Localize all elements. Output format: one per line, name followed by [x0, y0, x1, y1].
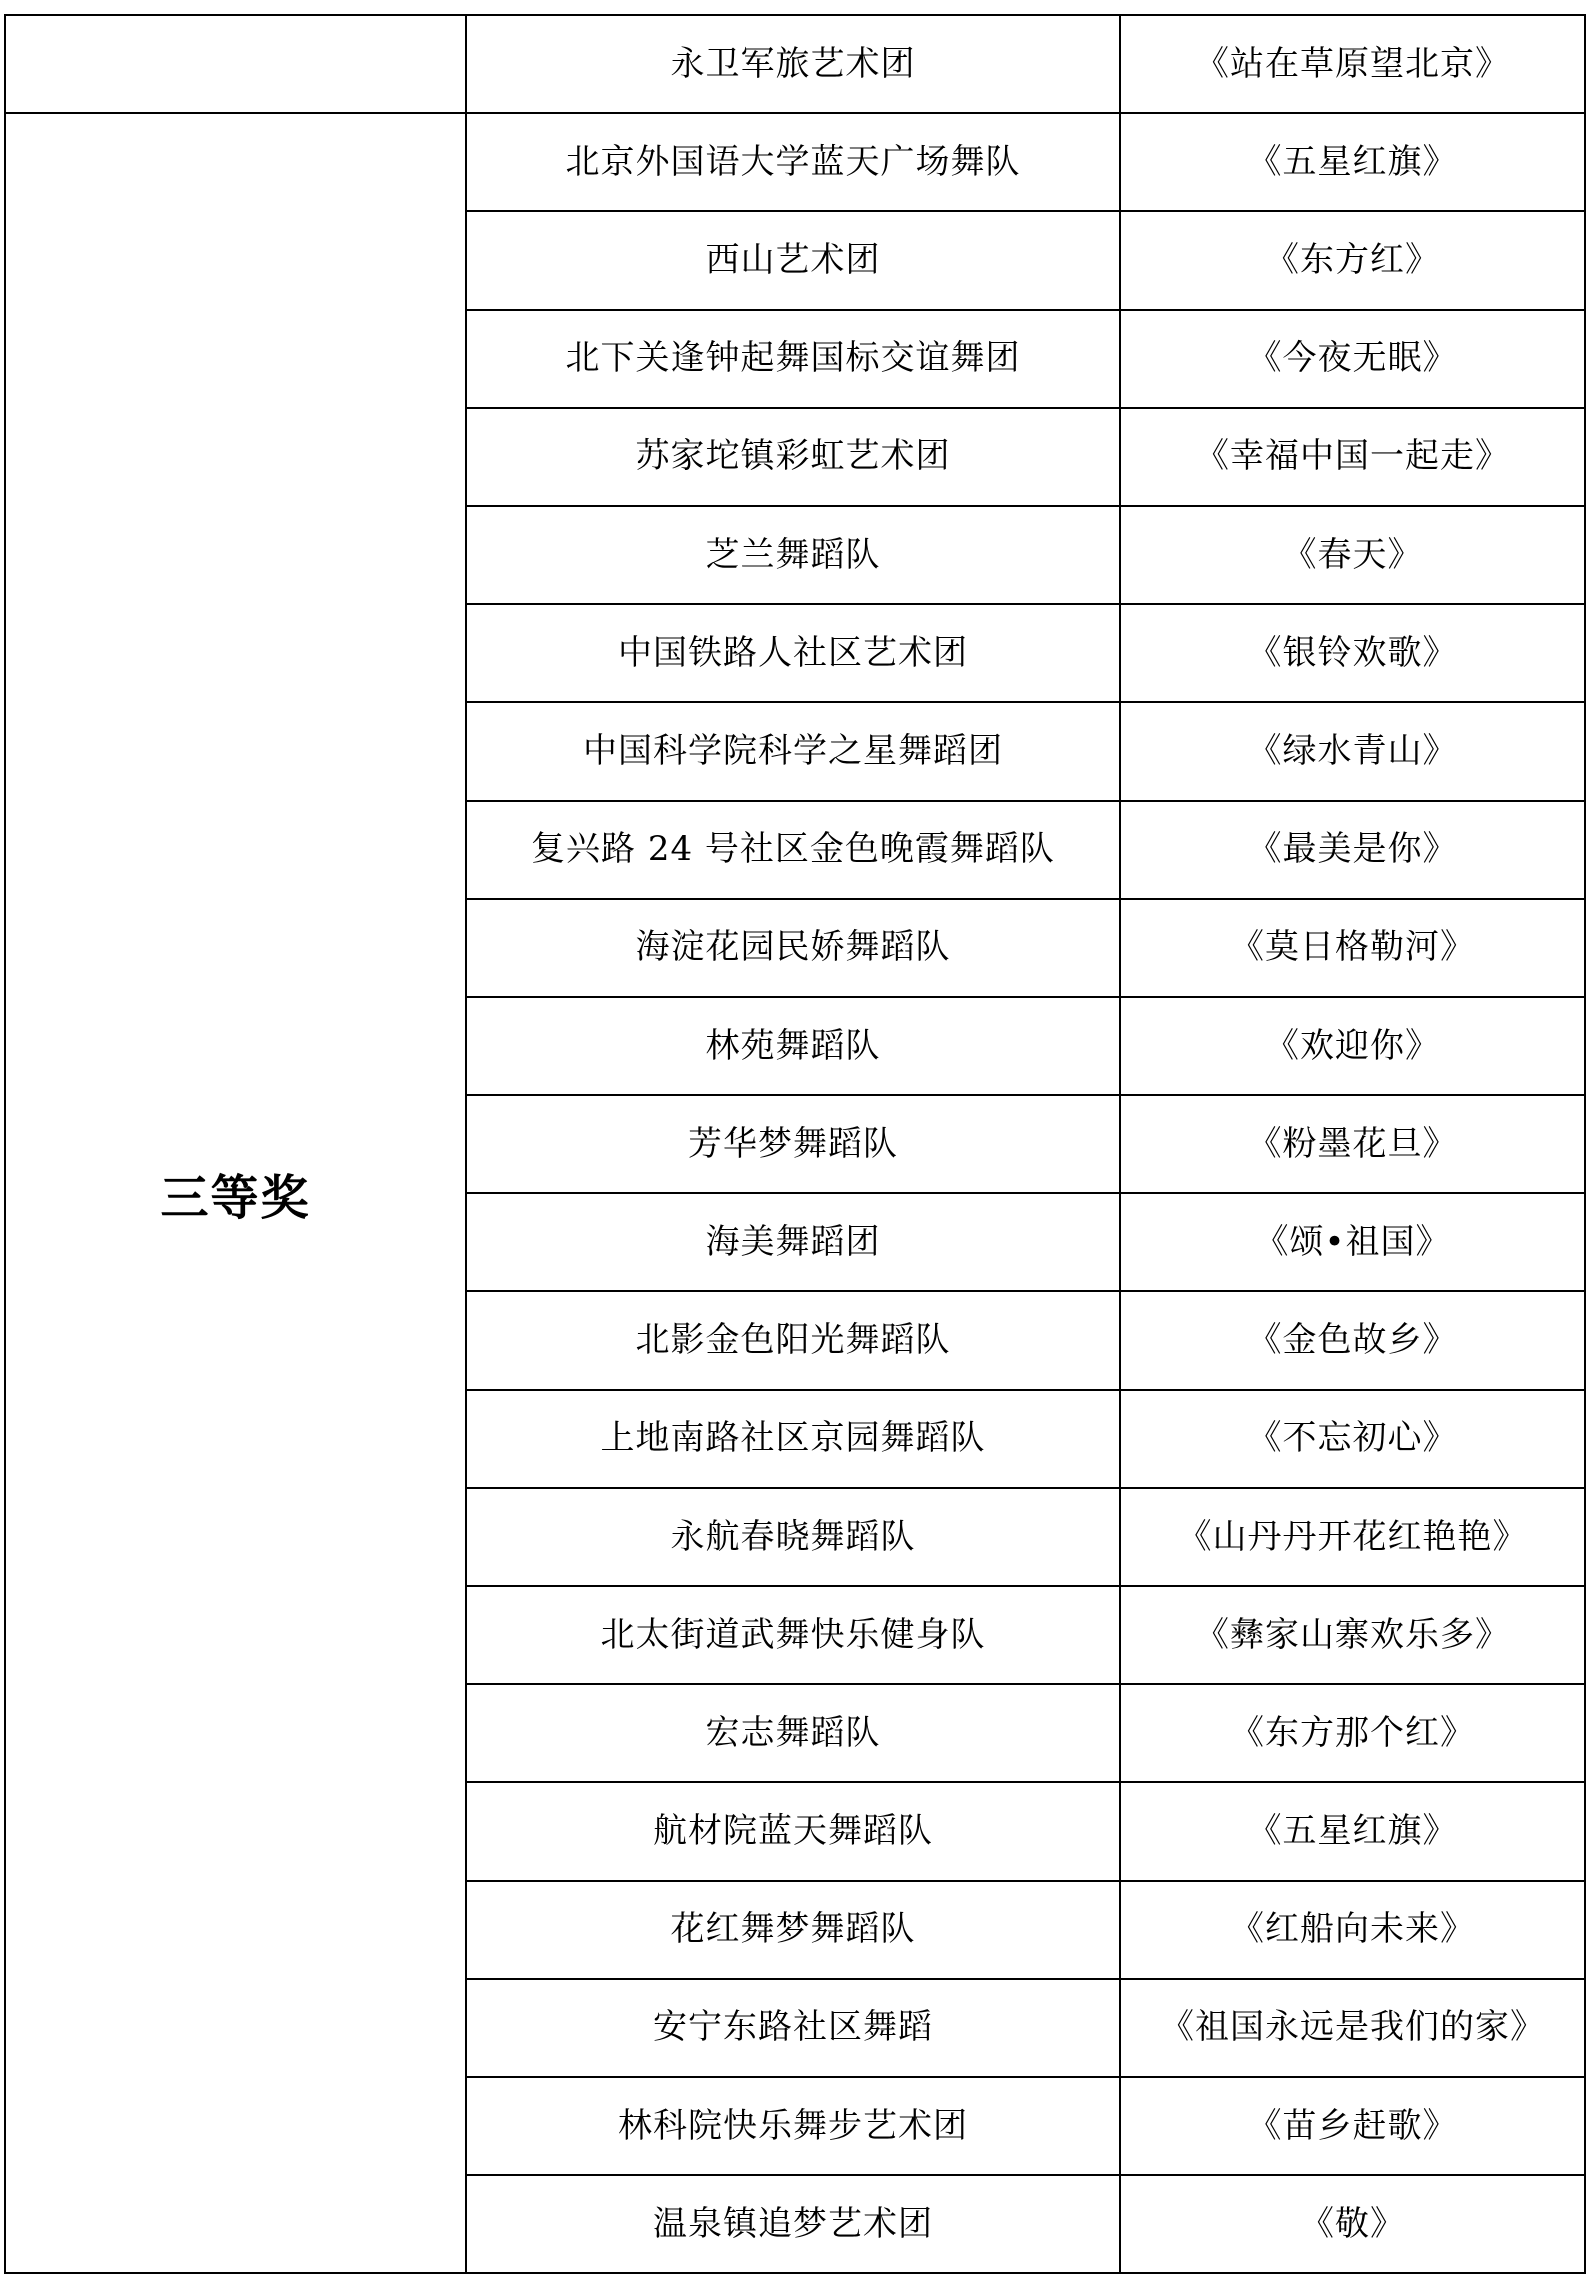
- group-name: 永卫军旅艺术团: [670, 43, 916, 84]
- work-cell: [1120, 1881, 1585, 1979]
- work-cell: [1120, 408, 1585, 506]
- group-cell: [466, 1193, 1120, 1291]
- group-cell: [466, 2077, 1120, 2175]
- work-cell: [1120, 899, 1585, 997]
- category-cell-previous: [5, 15, 466, 113]
- work-cell: [1120, 2077, 1585, 2175]
- group-cell: [466, 113, 1120, 211]
- group-name: 西山艺术团: [705, 240, 881, 281]
- group-name: 复兴路 24 号社区金色晚霞舞蹈队: [531, 829, 1055, 870]
- work-cell: [1120, 1193, 1585, 1291]
- group-name: 安宁东路社区舞蹈: [653, 2007, 933, 2048]
- work-cell: [1120, 801, 1585, 899]
- work-title: 《祖国永远是我们的家》: [1160, 2007, 1545, 2048]
- group-name: 花红舞梦舞蹈队: [670, 1909, 916, 1950]
- group-cell: [466, 2175, 1120, 2273]
- group-cell: [466, 604, 1120, 702]
- work-cell: [1120, 211, 1585, 309]
- work-cell: [1120, 997, 1585, 1095]
- work-cell: [1120, 1291, 1585, 1389]
- work-cell: [1120, 1488, 1585, 1586]
- group-cell: [466, 702, 1120, 800]
- category-label: 三等奖: [160, 1169, 311, 1226]
- group-cell: [466, 211, 1120, 309]
- work-title: 《红船向未来》: [1230, 1909, 1475, 1950]
- group-name: 海淀花园民娇舞蹈队: [635, 927, 951, 968]
- group-cell: [466, 801, 1120, 899]
- group-name: 苏家坨镇彩虹艺术团: [635, 436, 951, 477]
- group-cell: [466, 1095, 1120, 1193]
- group-cell: [466, 1488, 1120, 1586]
- table-row: [5, 113, 1585, 211]
- group-cell: [466, 1782, 1120, 1880]
- work-title: 《欢迎你》: [1265, 1025, 1440, 1066]
- group-name: 中国科学院科学之星舞蹈团: [583, 731, 1003, 771]
- work-cell: [1120, 1684, 1585, 1782]
- work-title: 《幸福中国一起走》: [1195, 436, 1510, 477]
- group-name: 北下关逢钟起舞国标交谊舞团: [565, 338, 1021, 379]
- work-title: 《苗乡赶歌》: [1247, 2105, 1458, 2146]
- work-cell: [1120, 1390, 1585, 1488]
- work-cell: [1120, 506, 1585, 604]
- group-name: 林科院快乐舞步艺术团: [618, 2105, 968, 2146]
- work-title: 《银铃欢歌》: [1247, 632, 1458, 673]
- group-cell: [466, 1291, 1120, 1389]
- group-cell: [466, 1979, 1120, 2077]
- work-title: 《东方那个红》: [1230, 1712, 1475, 1753]
- work-title: 《粉墨花旦》: [1247, 1123, 1458, 1164]
- work-cell: [1120, 2175, 1585, 2273]
- work-title: 《东方红》: [1265, 240, 1440, 281]
- work-title: 《绿水青山》: [1247, 731, 1458, 771]
- work-cell: [1120, 1586, 1585, 1684]
- group-cell: [466, 899, 1120, 997]
- work-title: 《不忘初心》: [1247, 1418, 1458, 1459]
- group-cell: [466, 408, 1120, 506]
- work-cell: [1120, 1095, 1585, 1193]
- work-title: 《站在草原望北京》: [1195, 43, 1510, 84]
- work-cell: [1120, 1782, 1585, 1880]
- work-title: 《山丹丹开花红艳艳》: [1177, 1516, 1528, 1557]
- group-name: 芳华梦舞蹈队: [688, 1123, 898, 1164]
- group-name: 温泉镇追梦艺术团: [653, 2203, 933, 2244]
- awards-table: [4, 14, 1586, 2274]
- group-name: 北影金色阳光舞蹈队: [635, 1320, 951, 1361]
- work-title: 《五星红旗》: [1247, 1811, 1458, 1852]
- group-cell: [466, 506, 1120, 604]
- work-cell: [1120, 604, 1585, 702]
- group-name: 海美舞蹈团: [705, 1221, 881, 1262]
- work-title: 《莫日格勒河》: [1230, 927, 1475, 968]
- group-name: 林苑舞蹈队: [705, 1025, 881, 1066]
- work-cell: [1120, 113, 1585, 211]
- group-cell: [466, 15, 1120, 113]
- group-name: 永航春晓舞蹈队: [670, 1516, 916, 1557]
- work-title: 《最美是你》: [1247, 829, 1458, 870]
- group-cell: [466, 1586, 1120, 1684]
- work-cell: [1120, 1979, 1585, 2077]
- group-cell: [466, 310, 1120, 408]
- group-cell: [466, 1881, 1120, 1979]
- work-cell: [1120, 15, 1585, 113]
- work-title: 《彝家山寨欢乐多》: [1195, 1614, 1510, 1655]
- group-name: 中国铁路人社区艺术团: [618, 632, 968, 673]
- group-name: 上地南路社区京园舞蹈队: [600, 1418, 986, 1459]
- group-name: 航材院蓝天舞蹈队: [653, 1811, 933, 1852]
- group-cell: [466, 997, 1120, 1095]
- group-name: 芝兰舞蹈队: [705, 534, 881, 575]
- work-title: 《颂•祖国》: [1254, 1221, 1451, 1262]
- group-cell: [466, 1390, 1120, 1488]
- work-title: 《金色故乡》: [1247, 1320, 1458, 1361]
- work-cell: [1120, 310, 1585, 408]
- group-name: 北京外国语大学蓝天广场舞队: [565, 141, 1021, 182]
- group-name: 宏志舞蹈队: [705, 1712, 881, 1753]
- work-title: 《敬》: [1300, 2203, 1405, 2244]
- category-cell: [5, 113, 466, 2273]
- work-cell: [1120, 702, 1585, 800]
- work-title: 《今夜无眠》: [1247, 338, 1458, 379]
- work-title: 《五星红旗》: [1247, 141, 1458, 182]
- table-row: [5, 15, 1585, 113]
- work-title: 《春天》: [1282, 534, 1423, 575]
- group-name: 北太街道武舞快乐健身队: [600, 1614, 986, 1655]
- group-cell: [466, 1684, 1120, 1782]
